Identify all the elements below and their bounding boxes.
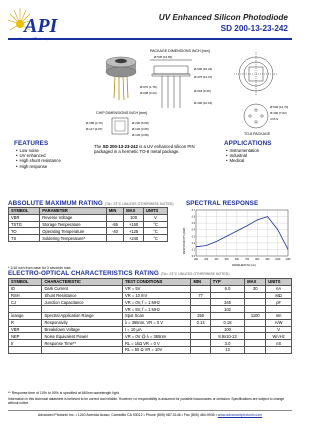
table-row: VR = 5V, f = 1 MHz 102 (9, 306, 292, 313)
website-link[interactable]: www.advancedphotonix.com (217, 413, 263, 417)
chip-dim-title: CHIP DIMENSIONS INCH [mm] (96, 111, 148, 115)
x-tick-label: 200 (194, 259, 198, 261)
x-tick-label: 500 (224, 259, 229, 261)
x-axis-label: WAVELENGTH (nm) (232, 264, 256, 267)
table-row: λrange Spectral Application Range Spot Scan 250 1100 nm (9, 312, 292, 319)
svg-text:Ø.200 [5.08]: Ø.200 [5.08] (132, 121, 149, 125)
table-row: RSH Shunt Resistance VR = 10 mV 77 MΩ (9, 292, 292, 299)
pkg-dim-title: PACKAGE DIMENSIONS INCH [mm] (150, 49, 210, 53)
amr-table: SYMBOL PARAMETER MIN MAX UNITS VBR Reverse Voltage 100 V TSTG Storage Temperature -55 +150 °C TO Operating Temperature -40 +125 °C TS Soldering Temperature* +240 °C (8, 207, 168, 242)
list-item: • Medical (226, 158, 259, 163)
table-row: TO Operating Temperature -40 +125 °C (9, 228, 168, 235)
chip-drawing (112, 118, 128, 134)
x-tick-label: 1100 (285, 259, 291, 261)
api-logo-icon (8, 6, 78, 46)
features-list (16, 148, 61, 169)
top-view-drawing (234, 52, 278, 96)
svg-text:Ø.600 [15.24]: Ø.600 [15.24] (194, 67, 213, 71)
list-item: • Low noise (16, 148, 61, 153)
part-number: SD 200-13-23-242 (220, 24, 288, 33)
svg-text:Ø.008 [0.20]: Ø.008 [0.20] (140, 91, 157, 95)
svg-text:Ø.120 [3.05]: Ø.120 [3.05] (132, 127, 149, 131)
to8-label: TO-8 PACKAGE (244, 132, 271, 136)
x-tick-label: 300 (204, 259, 209, 261)
svg-text:4 PLS: 4 PLS (270, 117, 279, 121)
device-photo-icon (106, 57, 136, 100)
disclaimer: Information in this technical datasheet is believed to be correct and reliable. However, no responsibility is assumed for possible inaccuracies or omission. Specifications are subject to change without notice. (8, 397, 285, 406)
svg-text:Ø.070 [1.78]: Ø.070 [1.78] (140, 85, 157, 89)
table-row: tr Response Time** RL = 1kΩ VR = 0 V 3.0 nS (9, 340, 292, 347)
description: The SD 200-13-23-242 is a UV enhanced silicon PIN packaged in a hermetic TO-8 metal package. (94, 144, 195, 155)
applications-title: APPLICATIONS (224, 140, 272, 147)
table-row: CJ Junction Capacitance VR = 0V, f = 1 MHz 345 pF (9, 299, 292, 306)
header-divider (8, 38, 292, 40)
eoc-title: ELECTRO-OPTICAL CHARACTERISTICS RATING (TA= 23°C UNLESS OTHERWISE NOTED) (8, 270, 230, 277)
table-row: NEP Noise Equivalent Power VR = 0V @ λ = 365nm 8.9x10-13 W/√Hz (9, 333, 292, 340)
y-tick-label: 0.2 (191, 242, 195, 245)
x-tick-label: 800 (255, 259, 260, 261)
footer: Advanced Photonix Inc. • 1240 Avenida Acaso, Camarillo CA 93012 • Phone (805) 987-0146 • Fax (805) 484-9935 • www.advancedphotonix.com (8, 410, 292, 417)
company-logo (8, 6, 78, 46)
features-title: FEATURES (14, 140, 49, 147)
bottom-view-drawing (244, 104, 268, 128)
x-tick-label: 600 (234, 259, 239, 261)
svg-text:Ø.500 [12.70]: Ø.500 [12.70] (270, 105, 289, 109)
list-item: • Instrumentation (226, 148, 259, 153)
list-item: • UV enhanced (16, 153, 61, 158)
svg-text:Ø.545 [13.84]: Ø.545 [13.84] (154, 55, 173, 59)
plot-area (196, 210, 288, 256)
package-drawing (84, 44, 294, 140)
y-tick-label: 0.6 (191, 216, 195, 219)
svg-text:Ø.018 [0.46]: Ø.018 [0.46] (194, 89, 211, 93)
list-item: • High response (16, 164, 61, 169)
table-row: VBR Breakdown Voltage I = 10 µA 100 V (9, 326, 292, 333)
spectral-title: SPECTRAL RESPONSE (186, 200, 259, 207)
table-row: RL = 50 Ω VR = 10V 13 (9, 346, 292, 353)
x-tick-label: 700 (245, 259, 250, 261)
x-tick-label: 900 (265, 259, 270, 261)
table-row: TS Soldering Temperature* +240 °C (9, 235, 168, 242)
product-title: UV Enhanced Silicon Photodiode (158, 13, 288, 22)
y-tick-label: 0.4 (191, 229, 195, 232)
table-row: ID Dark Current VR = 5V 6.0 30 nA (9, 285, 292, 292)
svg-text:Ø.400 [10.16]: Ø.400 [10.16] (194, 101, 213, 105)
table-row: R Responsivity λ = 365nm, VR = 0 V 0.14 0.18 A/W (9, 319, 292, 326)
y-tick-label: 0.1 (191, 249, 195, 252)
amr-title: ABSOLUTE MAXIMUM RATING (TA= 23°C UNLESS OTHERWISE NOTED) (8, 200, 174, 207)
svg-text:Ø.300 [7.62]: Ø.300 [7.62] (270, 111, 287, 115)
logo-text: API (24, 15, 58, 37)
svg-text:Ø.185 [4.70]: Ø.185 [4.70] (86, 121, 103, 125)
footnote: ** Response time of 10% to 90% is specified at 660nm wavelength light. (8, 391, 120, 395)
x-tick-label: 1000 (275, 259, 281, 261)
side-view-drawing (150, 60, 192, 108)
y-tick-label: 0.5 (191, 223, 195, 226)
applications-list (226, 148, 259, 164)
svg-text:Ø.145 [3.68]: Ø.145 [3.68] (132, 133, 149, 137)
svg-text:Ø.117 [2.97]: Ø.117 [2.97] (86, 127, 103, 131)
table-row: TSTG Storage Temperature -55 +150 °C (9, 221, 168, 228)
y-tick-label: 0.7 (191, 210, 195, 212)
table-row: VBR Reverse Voltage 100 V (9, 214, 168, 221)
y-axis-label: RESPONSIVITY (A/W) (183, 227, 186, 255)
list-item: • High shunt resistance (16, 158, 61, 163)
list-item: • Industrial (226, 153, 259, 158)
svg-text:Ø.475 [12.07]: Ø.475 [12.07] (194, 75, 213, 79)
spectral-chart (182, 207, 292, 267)
y-tick-label: 0.0 (191, 256, 195, 258)
y-tick-label: 0.3 (191, 236, 195, 239)
eoc-table: SYMBOL CHARACTERISTIC TEST CONDITIONS MIN TYP MAX UNITS ID Dark Current VR = 5V 6.0 30 nA RSH Shunt Resistance VR = 10 mV 77 MΩ CJ Junction Capacitance VR = 0V, f = 1 MHz 345 pF VR = 5V, f = 1 MHz 102 λrange Spectral Application Range Spot Scan 250 1100 nm R Responsivity λ = 365nm, VR = 0 V 0.14 0.18 A/W VBR Breakdown Voltage I = 10 µA 100 V NEP Noise Equivalent Power VR = 0V @ λ = 365nm 8.9x10-13 W/√Hz tr Response Time** RL = 1kΩ VR = 0 V 3.0 nS RL = 50 Ω VR = 10V 13 (8, 278, 292, 354)
amr-note: * 1/16 inch from case for 3 seconds max. (8, 266, 72, 270)
x-tick-label: 400 (214, 259, 219, 261)
